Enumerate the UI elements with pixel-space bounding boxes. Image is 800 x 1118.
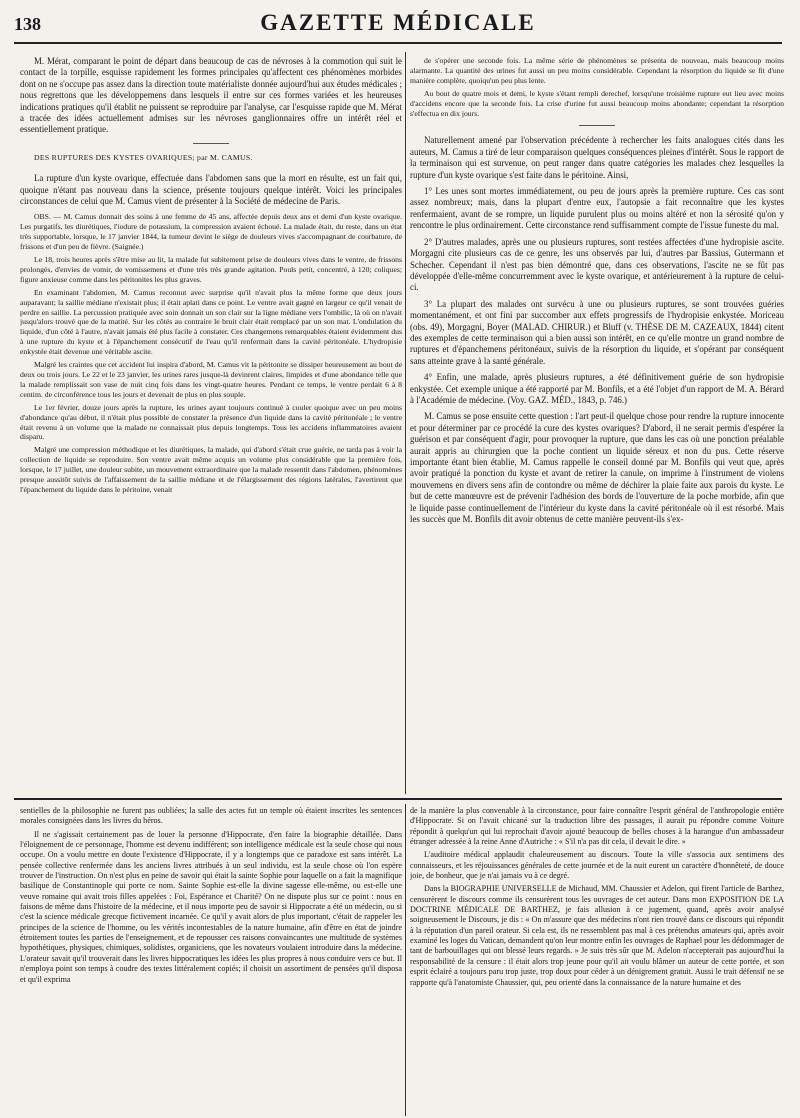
column-bottom-left [20, 806, 402, 1114]
feuilleton-paragraph: de la manière la plus convenable à la circonstance, pour faire connaître l'esprit général de l'anthropologie entière d'Hippocrate. Si on l'avait chicané sur la traduction libre des passages, il aurait pu répondre comme Voiture répondit à quelqu'un qui lui reprochait d'avoir ajouté beaucoup de belles choses à la harangue d'un ambassadeur étranger adressée à la reine Anne d'Autriche : « S'il n'a pas dit cela, il devait le dire. » [410, 806, 784, 847]
article-paragraph: Naturellement amené par l'observation précédente à rechercher les faits analogues cités dans les auteurs, M. Camus a tiré de leur comparaison quelques conséquences pleines d'intérêt. Sous le rapport de la terminaison qui est survenue, on peut ranger dans quatre catégories les malades chez lesquelles la rupture d'un kyste ovarique s'est faite dans le péritoine. Ainsi, [410, 135, 784, 180]
article-paragraph: 2° D'autres malades, après une ou plusieurs ruptures, sont restées affectées d'une hydropisie ascite. Morgagni cite plusieurs cas de ce genre, les uns observés par lui, d'autres par Bassius, Gutermann et Schecher. Cependant il n'est pas bien démontré que, dans ces observations, l'ascite ne se fût pas développée d'elle-même concurremment avec le kyste ovarique, et antérieurement à la rupture de celui-ci. [410, 236, 784, 293]
observation-continued: de s'opérer une seconde fois. La même série de phénomènes se présenta de nouveau, mais beaucoup moins alarmante. La quantité des urines fut aussi un peu moins considérable. Cependant la résorption du liquide se fit d'une manière complète, quoiqu'un peu plus lente. [410, 56, 784, 85]
observation-paragraph: En examinant l'abdomen, M. Camus reconnut avec surprise qu'il n'avait plus la même forme que deux jours auparavant; la saillie médiane n'existait plus; il était aplati dans ce point. Le ventre avait gagné en largeur ce qu'il venait de perdre en saillie. La percussion pratiquée avec soin donnait un son clair sur la ligne médiane vers l'ombilic, là où on n'avait jusqu'alors trouvé que de la matité. Sur les côtés au contraire le bruit clair était remplacé par un son mat. L'ondulation du liquide, d'un côté à l'autre, n'avait jamais été plus facile à constater. Ces changemens remarquables étaient évidemment dus à une rupture du kyste et à l'épanchement consécutif de l'eau qu'il renfermait dans la cavité péritonéale. L'hydropisie enkystée était devenue une véritable ascite. [20, 287, 402, 357]
article-paragraph: 4° Enfin, une malade, après plusieurs ruptures, a été définitivement guérie de son hydropisie enkystée. Cet exemple unique a été rapporté par M. Bonfils, et a été l'objet d'un rapport de M. A. Bérard à l'Académie de médecine. (Voy. GAZ. MÉD., 1843, p. 746.) [410, 372, 784, 405]
column-divider-bottom [405, 804, 406, 1116]
separator-rule [579, 125, 615, 126]
observation-paragraph: Le 1er février, douze jours après la rupture, les urines ayant toujours continué à couler quoique avec un peu moins d'abondance qu'au début, il n'était plus possible de constater la présence d'un liquide dans la cavité péritonéale ; le ventre était revenu à un volume que la malade ne connaissait plus depuis longtemps. Tous les accidens inflammatoires avaient disparu. [20, 402, 402, 442]
observation-paragraph: Le 18, trois heures après s'être mise au lit, la malade fut subitement prise de douleurs vives dans le ventre, de frissons prolongés, d'envies de vomir, de vomissemens et d'une très très grande agitation. Pouls petit, concentré, à 120; coliques; figure anxieuse comme dans les péritonites les plus graves. [20, 255, 402, 284]
feuilleton-paragraph: Il ne s'agissait certainement pas de louer la personne d'Hippocrate, d'en faire la biographie détaillée. Dans l'éloignement de ce personnage, l'homme est devenu indifférent; son intelligence médicale est la seule chose qui nous occupe. On a voulu mettre en doute l'existence d'Hippocrate, il y a longtemps que ce paradoxe est sans intérêt. La pensée collective renfermée dans les anciens livres attribués à un seul individu, est la seule chose où l'on espère trouver de l'instruction. On n'est plus en peine de savoir qui était la sainte Sophie pour laquelle on a fait la magnifique basilique de Constantinople qui porte ce nom. Sainte Sophie est-elle la divine sagesse elle-même, ou est-elle une veuve romaine qui avait trois filles appelées : Foi, Espérance et Charité? On ne dispute plus sur ce point : nous en faisons de même dans l'histoire de la médecine, et il nous importe peu de savoir si Hippocrate a été un médecin, ou si c'est la science médicale grecque fictivement incarnée. Ce qu'il y avait alors de plus important, c'était de rappeler les principes de la science de l'homme, ou les vérités incontestables de la nature humaine, afin d'être en état de joindre étroitement toutes les parties de l'enseignement, et de repousser ces raisons convaincantes une multitude de systèmes hypothétiques, physiques, chimiques, solidistes, organiciens, que les novateurs voulaient introduire dans la médecine. L'orateur savait qu'il trouverait dans les livres hippocratiques les idées les plus propres à nous conduire vers ce but. Il n'employa point son temps à coudre des textes littéralement copiés; il choisit un assortiment de pensées qu'il disposa et qu'il exprima [20, 829, 402, 984]
feuilleton-paragraph: L'auditoire médical applaudit chaleureusement au discours. Toute la ville s'associa aux sentimens des connaisseurs, et les réjouissances générales de cette journée et de la nuit eurent un caractère d'honnêteté, de douce joie, de bonheur, que je n'ai jamais vu à ce degré. [410, 850, 784, 881]
article-paragraph: 3° La plupart des malades ont survécu à une ou plusieurs ruptures, se sont trouvées guéries momentanément, et ont fini par succomber aux effets progressifs de l'hydropisie enkystée. Moriceau (obs. 49), Morgagni, Boyer (MALAD. CHIRUR.) et Bluff (v. THÈSE DE M. CAZEAUX, 1844) citent des exemples de cette terminaison qui a bien aussi son intérêt, en ce qu'elle montre un grand nombre de ruptures et d'épanchemens péritonéaux, suivis de la résorption du liquide, et s'opérant par conséquent sans atteinte grave à la santé générale. [410, 298, 784, 366]
observation-paragraph: Malgré les craintes que cet accident lui inspira d'abord, M. Camus vit la péritonite se dissiper heureusement au bout de deux ou trois jours. Le 22 et le 23 janvier, les urines rares jusque-là devinrent claires, limpides et d'une abondance telle que la malade remplissait son vase de nuit cinq fois dans les vingt-quatre heures. Pendant ce temps, le ventre perdait 6 à 8 centim. de circonférence tous les jours et devenait de plus en plus souple. [20, 360, 402, 399]
article-lead-paragraph: La rupture d'un kyste ovarique, effectuée dans l'abdomen sans que la mort en résulte, est un fait qui, quoique n'étant pas nouveau dans la science, présente toujours quelque intérêt. Voici les principales circonstances de celui que M. Camus vient de présenter à la Société de médecine de Paris. [20, 173, 402, 206]
feuilleton-paragraph: sentielles de la philosophie ne furent pas oubliées; la salle des actes fut un temple où étaient inscrites les sentences morales consignées dans les livres du héros. [20, 806, 402, 826]
separator-rule [193, 143, 229, 144]
observation-continued: Au bout de quatre mois et demi, le kyste s'étant rempli derechef, lorsqu'une troisième rupture eut lieu avec moins d'accidens encore que la seconde fois. La crise d'urine fut aussi beaucoup moins abondante; cependant la résorption s'effectua en dix jours. [410, 88, 784, 118]
column-top-left [20, 56, 402, 794]
column-top-right [410, 56, 784, 794]
column-bottom-right [410, 806, 784, 1114]
page-header [14, 8, 782, 44]
journal-title: GAZETTE MÉDICALE [260, 10, 536, 35]
article-paragraph: 1° Les unes sont mortes immédiatement, ou peu de jours après la première rupture. Ces cas sont assez nombreux; mais, dans la plupart d'entre eux, l'autopsie a fait reconnaître que les kystes renfermaient, avant de se rompre, un liquide purulent plus ou moins altéré et non la sérosité qu'on y rencontre le plus ordinairement. Cette circonstance rend suffisamment compte de l'issue funeste du mal. [410, 186, 784, 231]
column-divider-top [405, 52, 406, 794]
article-title: DES RUPTURES DES KYSTES OVARIQUES; par M. CAMUS. [34, 152, 253, 162]
feuilleton-paragraph: Dans la BIOGRAPHIE UNIVERSELLE de Michaud, MM. Chaussier et Adelon, qui firent l'article de Barthez, censurèrent le discours comme ils censurèrent tous les ouvrages de cet auteur. Dans mon EXPOSITION DE LA DOCTRINE MÉDICALE DE BARTHEZ, je fais allusion à ce jugement, quand, après avoir analysé soigneusement le Discours, je dis : « On m'assure que des médecins n'ont rien trouvé dans ce discours qui répondit à la réputation d'un pareil orateur. Si cela est, ils ne ressemblent pas mal à ces prétendus amateurs qui, après avoir examiné les loges du Vatican, demandent qu'on leur montre enfin les ouvrages de Raphael pour les dédommager de tant de barbouillages qui ont blessé leurs regards. » Je suis très sûr que M. Adelon n'accepterait pas aujourd'hui la responsabilité de la censure : il était alors trop jeune pour qu'il ait voulu blâmer un auteur de cette portée, et son esprit éclairé a toujours paru trop juste, trop doux pour céder à un dénigrement gratuit. Aussi le trait défensif ne se rapporte qu'à l'anatomiste Chaussier, qui, peu orienté dans la connaissance de la nature humaine et des [410, 884, 784, 987]
page-number: 138 [14, 14, 41, 34]
observation-paragraph: Malgré une compression méthodique et les diurétiques, la malade, qui d'abord s'était crue guérie, ne tarda pas à voir la collection de liquide se reproduire. Son ventre avait même acquis un volume plus considérable que la première fois, lorsque, le 17 juillet, une douleur subite, un mouvement extraordinaire que la malade ressentit dans l'abdomen, phénomènes presque aussitôt suivis de l'affaissement de la saillie médiane et de l'élargissement des régions latérales, l'avertirent que l'épanchement du liquide dans le péritoine, venait [20, 445, 402, 494]
observation-paragraph: OBS. — M. Camus donnait des soins à une femme de 45 ans, affectée depuis deux ans et demi d'un kyste ovarique. Les purgatifs, les diurétiques, l'iodure de potassium, la compression avaient échoué. La malade était, du reste, dans un état très supportable, lorsque, le 17 janvier 1844, la tumeur devint le siège de douleurs vives s'accompagnant de courbature, de frissons et d'un peu de fièvre. (Saignée.) [20, 212, 402, 252]
section-divider [14, 798, 782, 800]
article-paragraph: M. Camus se pose ensuite cette question : l'art peut-il quelque chose pour rendre la rupture innocente et pour déterminer par ce procédé la cure des kystes ovariques? D'abord, il ne serait permis d'espérer la guérison et par conséquent d'agir, pour provoquer la rupture, que dans les cas où une ponction préalable aurait appris au chirurgien que la poche contient un liquide séreux et non du pus. Cette réserve importante étant bien établie, M. Camus rappelle le conseil donné par M. Bonfils qui veut que, après avoir pratiqué la ponction du kyste et avant de retirer la canule, on imprime à l'instrument de violens mouvemens en divers sens afin de contondre ou même de déchirer la plaie faite aux parois du kyste. Le but de cette manœuvre est de prévenir l'adhésion des bords de l'ouverture de la poche morbide, afin que le liquide passe continuellement de l'intérieur du kyste dans la cavité péritonéale où il est résorbé. Mais les succès que M. Bonfils dit avoir obtenus de cette manière peuvent-ils s'ex- [410, 411, 784, 525]
merat-paragraph: M. Mérat, comparant le point de départ dans beaucoup de cas de névroses à la commotion qui suit le contact de la torpille, esquisse rapidement les formes principales qu'affectent ces phénomènes morbides dont on ne s'occupe pas assez dans la direction toute matérialiste donnée aujourd'hui aux études médicales ; nous regrettons que les développemens dans lesquels il entre sur ces formes variées et les heureuses indications pratiques qu'il établit ne puissent se reproduire par l'analyse, car l'esquisse rapide que M. Mérat a tracée des idées actuellement admises sur les névroses ganglionnaires offre un intérêt réel et essentiellement pratique. [20, 56, 402, 135]
